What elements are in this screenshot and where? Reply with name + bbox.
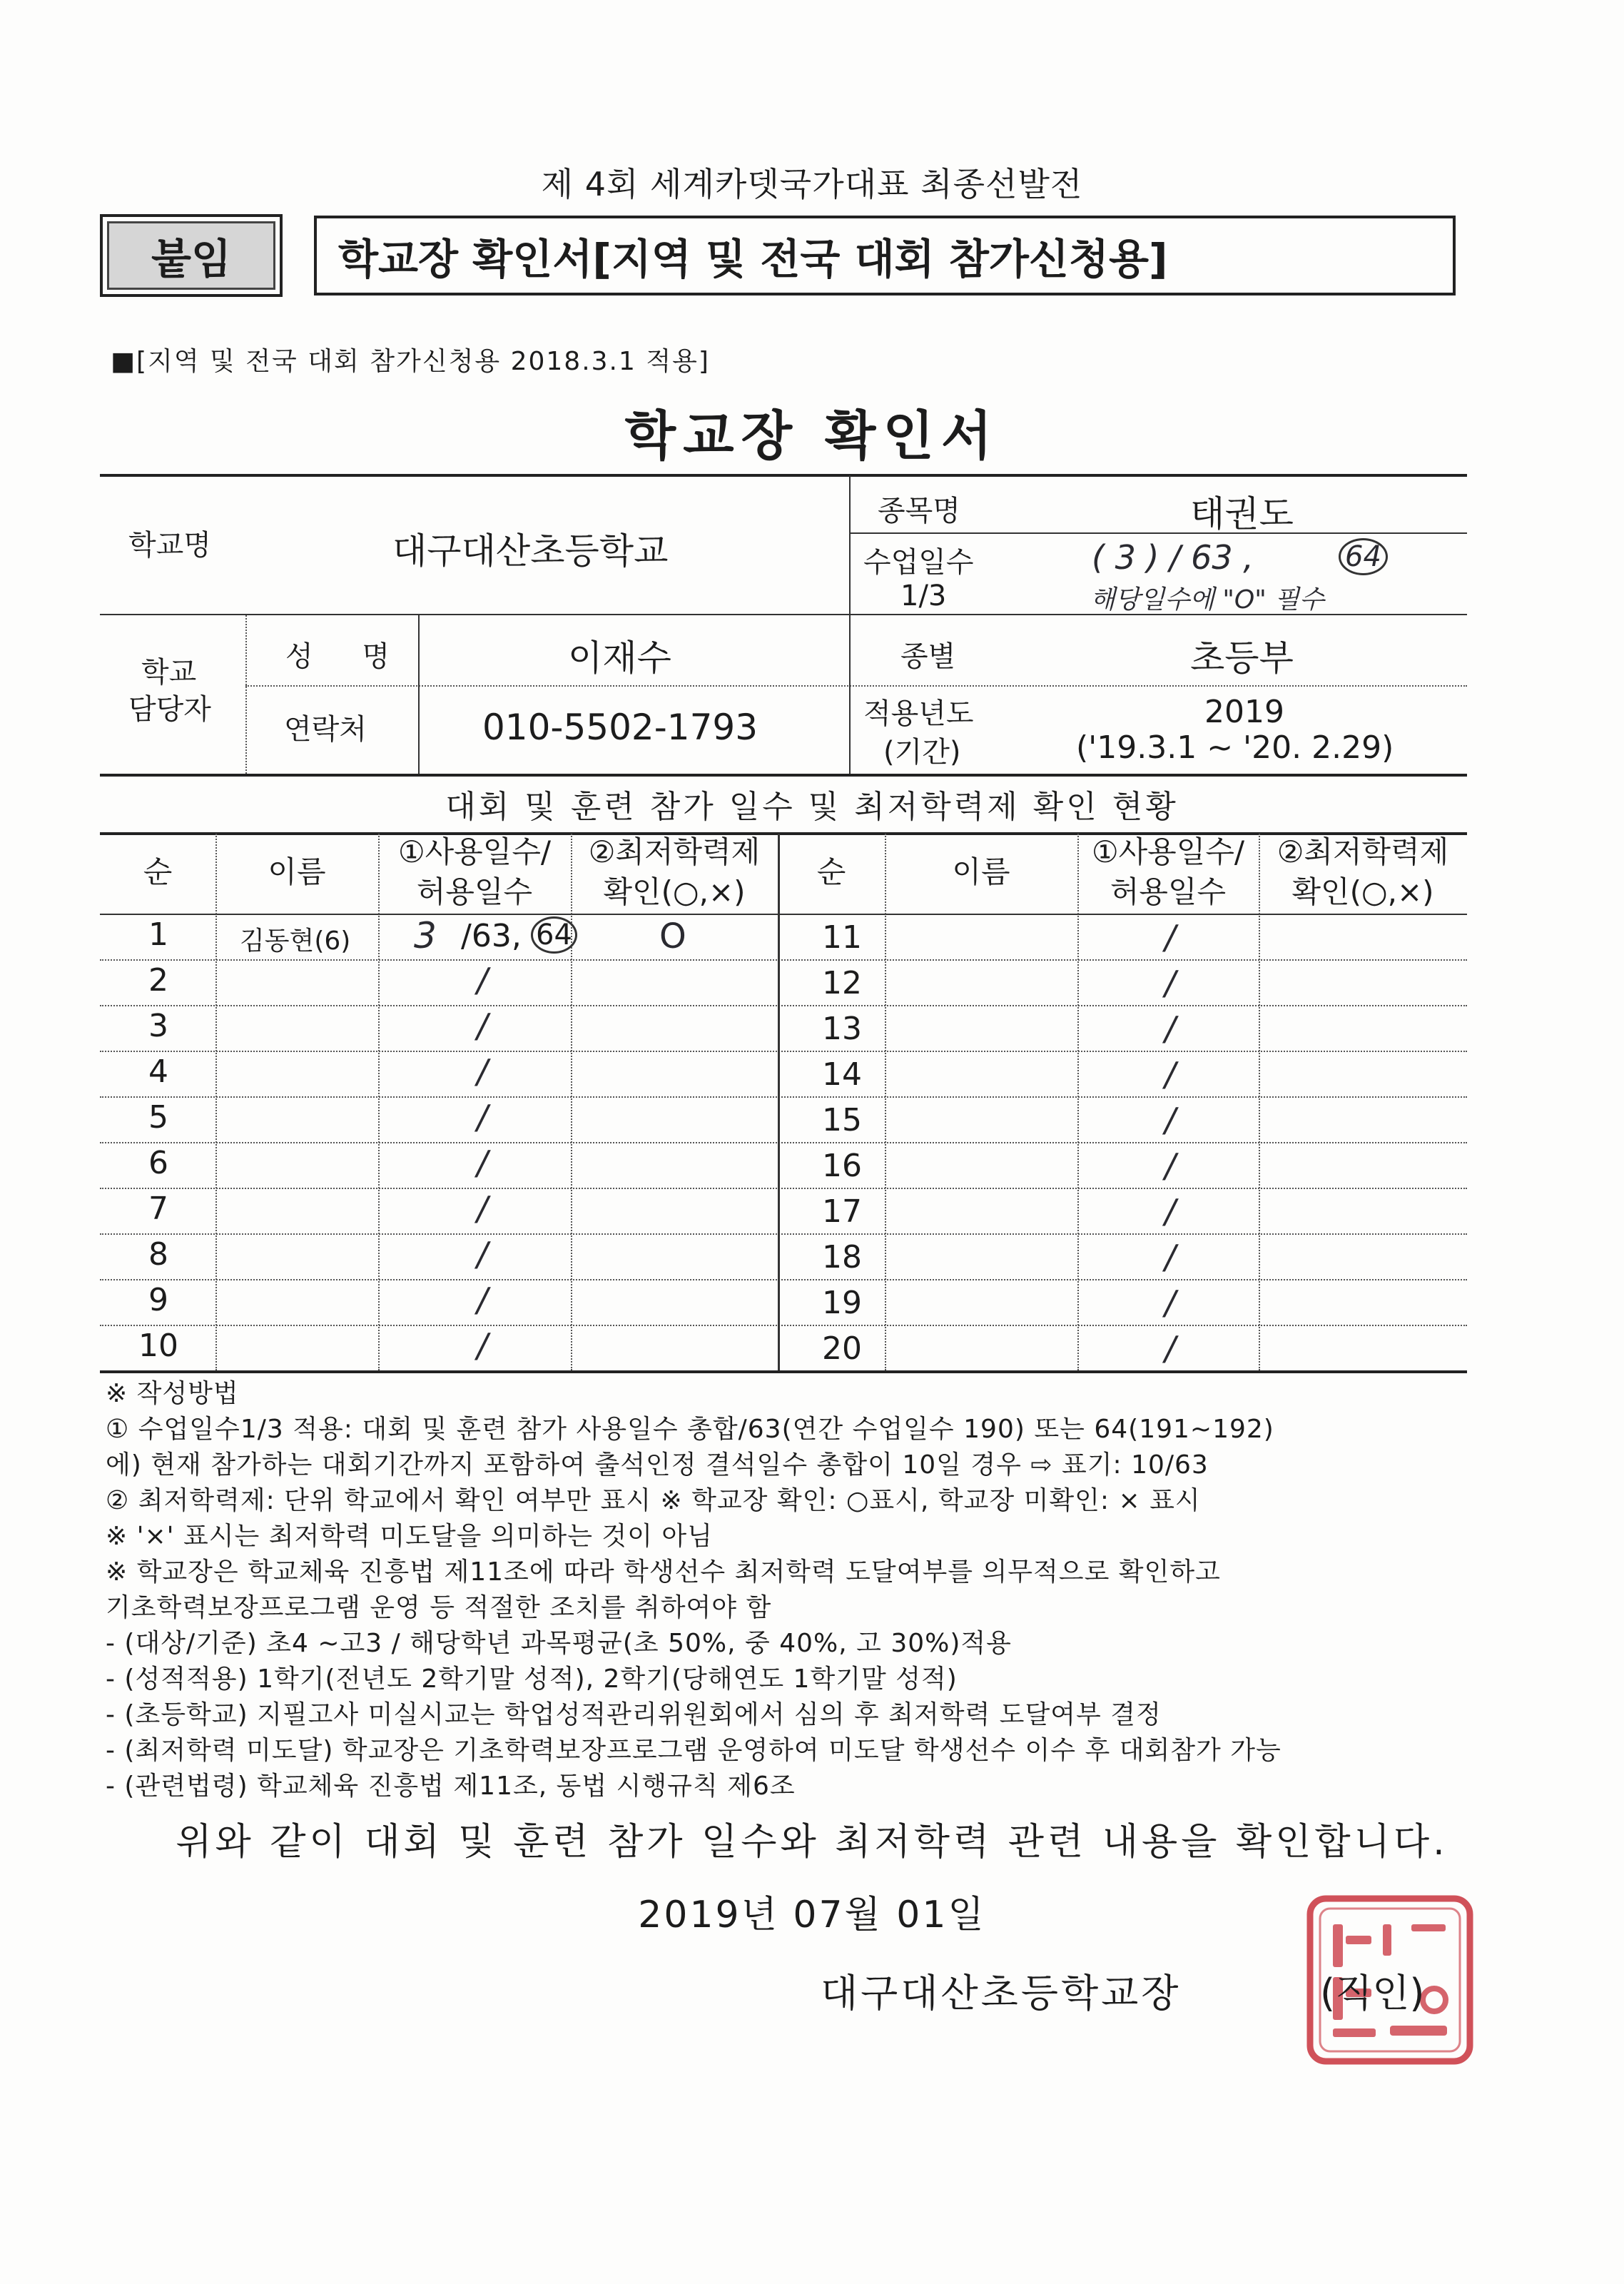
instruction-line: - (관련법령) 학교체육 진흥법 제11조, 동법 시행규칙 제6조 (106, 1772, 796, 1801)
instruction-line: ※ 작성방법 (106, 1379, 239, 1408)
col-header-check-line1: ②최저학력제 (588, 834, 761, 869)
instruction-line: 에) 현재 참가하는 대회기간까지 포함하여 출석인정 결석일수 총합이 10일 경우 ⇨ 표기: 10/63 (106, 1450, 1209, 1480)
row-number: 16 (822, 1148, 862, 1184)
table-col-line (215, 834, 217, 1370)
instruction-line: - (성적적용) 1학기(전년도 2학기말 성적), 2학기(당해연도 1학기말 성적) (106, 1664, 958, 1694)
table-row-line (100, 959, 1467, 961)
slash-mark: / (477, 1006, 488, 1045)
contest-title: 제 4회 세계카뎃국가대표 최종선발전 (541, 165, 1083, 203)
col-header-days-line1: ①사용일수/ (1091, 834, 1245, 869)
slash-mark: / (477, 961, 488, 999)
row-number: 20 (822, 1330, 862, 1367)
col-header-days-line2: 허용일수 (1110, 874, 1227, 909)
confirmation-statement: 위와 같이 대회 및 훈련 참가 일수와 최저학력 관련 내용을 확인합니다. (176, 1821, 1448, 1864)
slash-mark: / (477, 1326, 488, 1365)
days-note: 해당일수에 "O" 필수 (1090, 585, 1324, 615)
instructions (106, 1376, 1518, 1804)
col-header-days-line2: 허용일수 (416, 874, 533, 909)
days-allowed: /63, (461, 918, 522, 954)
table-col-line (1077, 834, 1079, 1370)
table-center-line (778, 834, 780, 1370)
info-line (849, 532, 1467, 534)
days-circled-value: 64 (1339, 538, 1388, 575)
col-header-no: 순 (143, 854, 173, 889)
info-divider (245, 615, 247, 774)
instruction-line: 기초학력보장프로그램 운영 등 적절한 조치를 취하여야 함 (106, 1593, 772, 1622)
issue-date: 2019년 07월 01일 (638, 1894, 986, 1936)
row-number: 3 (148, 1008, 168, 1044)
row-number: 14 (822, 1056, 862, 1093)
info-top-border (100, 474, 1467, 477)
slash-mark: / (1164, 1055, 1176, 1093)
row-number: 18 (822, 1239, 862, 1275)
slash-mark: / (477, 1235, 488, 1273)
manager-label-line2: 담당자 (128, 693, 211, 726)
name-label: 성 명 (285, 640, 410, 673)
table-bottom-border (100, 1370, 1467, 1373)
slash-mark: / (1164, 964, 1176, 1002)
info-divider (849, 475, 851, 774)
slash-mark: / (477, 1098, 488, 1136)
instruction-line: - (최저학력 미도달) 학교장은 기초학력보장프로그램 운영하여 미도달 학생선수 이수 후 대회참가 가능 (106, 1736, 1282, 1765)
contact-label: 연락처 (284, 713, 367, 746)
row-number: 12 (822, 965, 862, 1001)
slash-mark: / (477, 1280, 488, 1319)
instruction-line: - (대상/기준) 초4 ~고3 / 해당학년 과목평균(초 50%, 중 40%, 고 30%)적용 (106, 1629, 1012, 1658)
student-name: 김동현(6) (240, 926, 351, 956)
slash-mark: / (477, 1052, 488, 1091)
days-used: 3 (414, 915, 437, 956)
instruction-line: - (초등학교) 지필고사 미실시교는 학업성적관리위원회에서 심의 후 최저학력 도달여부 결정 (106, 1700, 1162, 1729)
table-row-line (100, 1051, 1467, 1052)
table-col-line (885, 834, 886, 1370)
attachment-label-text: 붙임 (151, 235, 232, 283)
slash-mark: / (1164, 1101, 1176, 1139)
table-row-line (100, 1142, 1467, 1143)
row-number: 9 (148, 1282, 168, 1318)
row-number: 10 (138, 1328, 178, 1364)
principal-title: 대구대산초등학교장 (821, 1971, 1182, 2016)
check-mark: O (659, 916, 686, 956)
document-title: 학교장 확인서 (624, 405, 1000, 467)
year-value: 2019 (1204, 694, 1284, 730)
slash-mark: / (477, 1143, 488, 1182)
manager-name: 이재수 (568, 637, 671, 679)
instruction-line: ① 수업일수1/3 적용: 대회 및 훈련 참가 사용일수 총합/63(연간 수업일수 190) 또는 64(191~192) (106, 1415, 1274, 1444)
col-header-no: 순 (816, 854, 846, 889)
row-number: 19 (822, 1285, 862, 1321)
table-header-border (100, 914, 1467, 915)
row-number: 8 (148, 1236, 168, 1273)
table-row-line (100, 1325, 1467, 1326)
info-bottom-border (100, 774, 1467, 777)
table-row-line (100, 1096, 1467, 1098)
slash-mark: / (1164, 1146, 1176, 1185)
year-label-line1: 적용년도 (863, 697, 974, 730)
table-col-line (571, 834, 572, 1370)
slash-mark: / (1164, 1192, 1176, 1231)
attachment-label (100, 214, 283, 297)
slash-mark: / (1164, 1283, 1176, 1322)
instruction-line: ※ '×' 표시는 최저학력 미도달을 의미하는 것이 아님 (106, 1522, 713, 1551)
days-label: 수업일수 (863, 546, 974, 579)
sport-label: 종목명 (878, 495, 960, 527)
division-label: 종별 (900, 640, 956, 673)
seal-label: (직인) (1320, 1971, 1425, 2016)
slash-mark: / (1164, 1009, 1176, 1048)
form-header (314, 216, 1456, 295)
instruction-line: ② 최저학력제: 단위 학교에서 확인 여부만 표시 ※ 학교장 확인: ○표시, 학교장 미확인: × 표시 (106, 1486, 1201, 1515)
row-number: 5 (148, 1099, 168, 1136)
col-header-name: 이름 (268, 854, 326, 889)
row-number: 15 (822, 1102, 862, 1138)
col-header-check-line2: 확인(○,×) (603, 874, 746, 909)
row-number: 13 (822, 1011, 862, 1047)
col-header-check-line1: ②최저학력제 (1277, 834, 1449, 869)
table-col-line (378, 834, 380, 1370)
row-number: 4 (148, 1053, 168, 1090)
col-header-days-line1: ①사용일수/ (397, 834, 552, 869)
slash-mark: / (1164, 918, 1176, 956)
col-header-name: 이름 (952, 854, 1010, 889)
contact-value: 010-5502-1793 (482, 707, 758, 748)
school-label: 학교명 (128, 529, 211, 562)
days-circled: 64 (531, 916, 577, 954)
table-row-line (100, 1188, 1467, 1189)
manager-label-line1: 학교 (141, 656, 197, 689)
table-row-line (100, 1279, 1467, 1280)
form-header-title: 학교장 확인서[지역 및 전국 대회 참가신청용] (338, 235, 1168, 283)
row-number: 6 (148, 1145, 168, 1181)
row-number: 1 (148, 916, 168, 953)
period-value: ('19.3.1 ~ '20. 2.29) (1076, 729, 1394, 766)
row-number: 11 (822, 919, 862, 956)
days-value: ( 3 ) / 63 , (1092, 538, 1254, 577)
instruction-line: ※ 학교장은 학교체육 진흥법 제11조에 따라 학생선수 최저학력 도달여부를 의무적으로 확인하고 (106, 1557, 1221, 1587)
row-number: 2 (148, 962, 168, 999)
row-number: 17 (822, 1193, 862, 1230)
apply-note: ■[지역 및 전국 대회 참가신청용 2018.3.1 적용] (111, 347, 710, 376)
division-value: 초등부 (1190, 637, 1294, 679)
table-row-line (100, 1233, 1467, 1235)
school-name: 대구대산초등학교 (392, 530, 669, 572)
sport-value: 태권도 (1190, 493, 1294, 535)
days-label-fraction: 1/3 (900, 580, 947, 612)
table-row-line (100, 1005, 1467, 1006)
table-title: 대회 및 훈련 참가 일수 및 최저학력제 확인 현황 (445, 789, 1179, 825)
year-label-line2: (기간) (883, 736, 961, 769)
slash-mark: / (1164, 1238, 1176, 1276)
table-col-line (1259, 834, 1260, 1370)
col-header-check-line2: 확인(○,×) (1291, 874, 1434, 909)
slash-mark: / (1164, 1329, 1176, 1368)
info-divider (418, 615, 420, 774)
info-line (245, 685, 1467, 687)
slash-mark: / (477, 1189, 488, 1228)
row-number: 7 (148, 1191, 168, 1227)
